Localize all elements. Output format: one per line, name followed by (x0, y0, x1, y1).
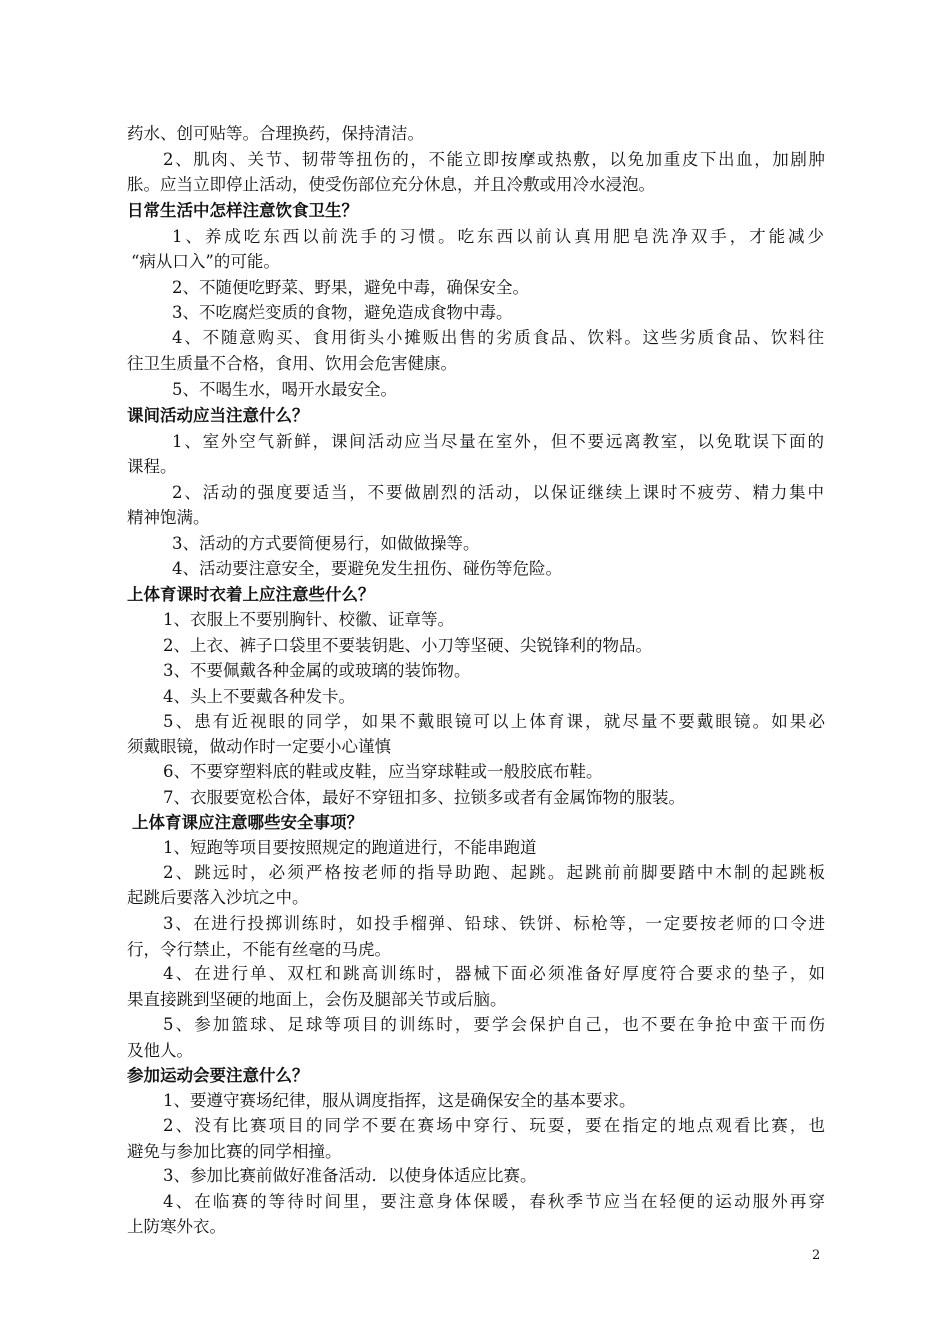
text-line: 精神饱满。 (127, 508, 210, 527)
text-line: 药水、创可贴等。合理换药，保持清洁。 (127, 124, 424, 143)
section-heading: 参加运动会要注意什么？ (127, 1066, 309, 1085)
text-line: 3、不吃腐烂变质的食物，避免造成食物中毒。 (172, 303, 513, 322)
text-line: 4、头上不要戴各种发卡。 (163, 687, 355, 706)
section-heading: 上体育课时衣着上应注意些什么？ (127, 585, 375, 604)
text-line: 避免与参加比赛的同学相撞。 (127, 1142, 342, 1161)
text-line: 1、室外空气新鲜，课间活动应当尽量在室外，但不要远离教室，以免耽误下面的 (172, 432, 824, 451)
text-line: 3、在进行投掷训练时，如投手榴弹、铅球、铁饼、标枪等，一定要按老师的口令进 (163, 914, 825, 933)
text-line: 2、没有比赛项目的同学不要在赛场中穿行、玩耍，要在指定的地点观看比赛，也 (163, 1116, 825, 1135)
text-line: 2、上衣、裤子口袋里不要装钥匙、小刀等坚硬、尖锐锋利的物品。 (163, 636, 652, 655)
text-line: 6、不要穿塑料底的鞋或皮鞋，应当穿球鞋或一般胶底布鞋。 (163, 762, 603, 781)
text-line: 2、不随便吃野菜、野果，避免中毒，确保安全。 (172, 278, 529, 297)
section-heading: 课间活动应当注意什么？ (127, 406, 309, 425)
page-number: 2 (812, 1248, 821, 1263)
text-line: 5、参加篮球、足球等项目的训练时，要学会保护自己，也不要在争抢中蛮干而伤 (163, 1015, 825, 1034)
text-line: 课程。 (127, 457, 177, 476)
text-line: 3、不要佩戴各种金属的或玻璃的装饰物。 (163, 661, 471, 680)
text-line: 1、短跑等项目要按照规定的跑道进行，不能串跑道 (163, 838, 537, 857)
text-line: 起跳后要落入沙坑之中。 (127, 888, 309, 907)
text-line: 胀。应当立即停止活动，使受伤部位充分休息，并且冷敷或用冷水浸泡。 (127, 175, 655, 194)
text-line: 4、活动要注意安全，要避免发生扭伤、碰伤等危险。 (172, 559, 562, 578)
text-line: 5、不喝生水，喝开水最安全。 (172, 380, 397, 399)
text-line: 4、不随意购买、食用街头小摊贩出售的劣质食品、饮料。这些劣质食品、饮料往 (172, 328, 824, 347)
section-heading: 上体育课应注意哪些安全事项？ (132, 813, 363, 832)
text-line: 4、在临赛的等待时间里，要注意身体保暖，春秋季节应当在轻便的运动服外再穿 (163, 1192, 825, 1211)
text-line: 2、活动的强度要适当，不要做剧烈的活动，以保证继续上课时不疲劳、精力集中 (172, 483, 824, 502)
text-line: 2、肌肉、关节、韧带等扭伤的，不能立即按摩或热敷，以免加重皮下出血，加剧肿 (163, 150, 825, 169)
text-line: 7、衣服要宽松合体，最好不穿钮扣多、拉锁多或者有金属饰物的服装。 (163, 788, 685, 807)
text-line: 1、养成吃东西以前洗手的习惯。吃东西以前认真用肥皂洗净双手，才能减少 (172, 227, 824, 246)
text-line: 4、在进行单、双杠和跳高训练时，器械下面必须准备好厚度符合要求的垫子，如 (163, 964, 825, 983)
text-line: 3、活动的方式要简便易行，如做做操等。 (172, 534, 480, 553)
text-line: 1、衣服上不要别胸针、校徽、证章等。 (163, 610, 454, 629)
text-line: 须戴眼镜，做动作时一定要小心谨慎 (127, 737, 391, 756)
text-line: 5、患有近视眼的同学，如果不戴眼镜可以上体育课，就尽量不要戴眼镜。如果必 (163, 712, 825, 731)
text-line: 1、要遵守赛场纪律，服从调度指挥，这是确保安全的基本要求。 (163, 1091, 636, 1110)
text-line: 行，令行禁止，不能有丝毫的马虎。 (127, 940, 391, 959)
text-line: 及他人。 (127, 1041, 193, 1060)
text-line: 3、参加比赛前做好准备活动．以使身体适应比赛。 (163, 1166, 537, 1185)
text-line: 上防寒外衣。 (127, 1217, 226, 1236)
text-line: 往卫生质量不合格，食用、饮用会危害健康。 (127, 354, 457, 373)
text-line: 2、跳远时，必须严格按老师的指导助跑、起跳。起跳前前脚要踏中木制的起跳板 (163, 863, 825, 882)
text-line: 果直接跳到坚硬的地面上，会伤及腿部关节或后脑。 (127, 990, 507, 1009)
text-line: “病从口入”的可能。 (131, 252, 280, 271)
section-heading: 日常生活中怎样注意饮食卫生？ (127, 201, 358, 220)
